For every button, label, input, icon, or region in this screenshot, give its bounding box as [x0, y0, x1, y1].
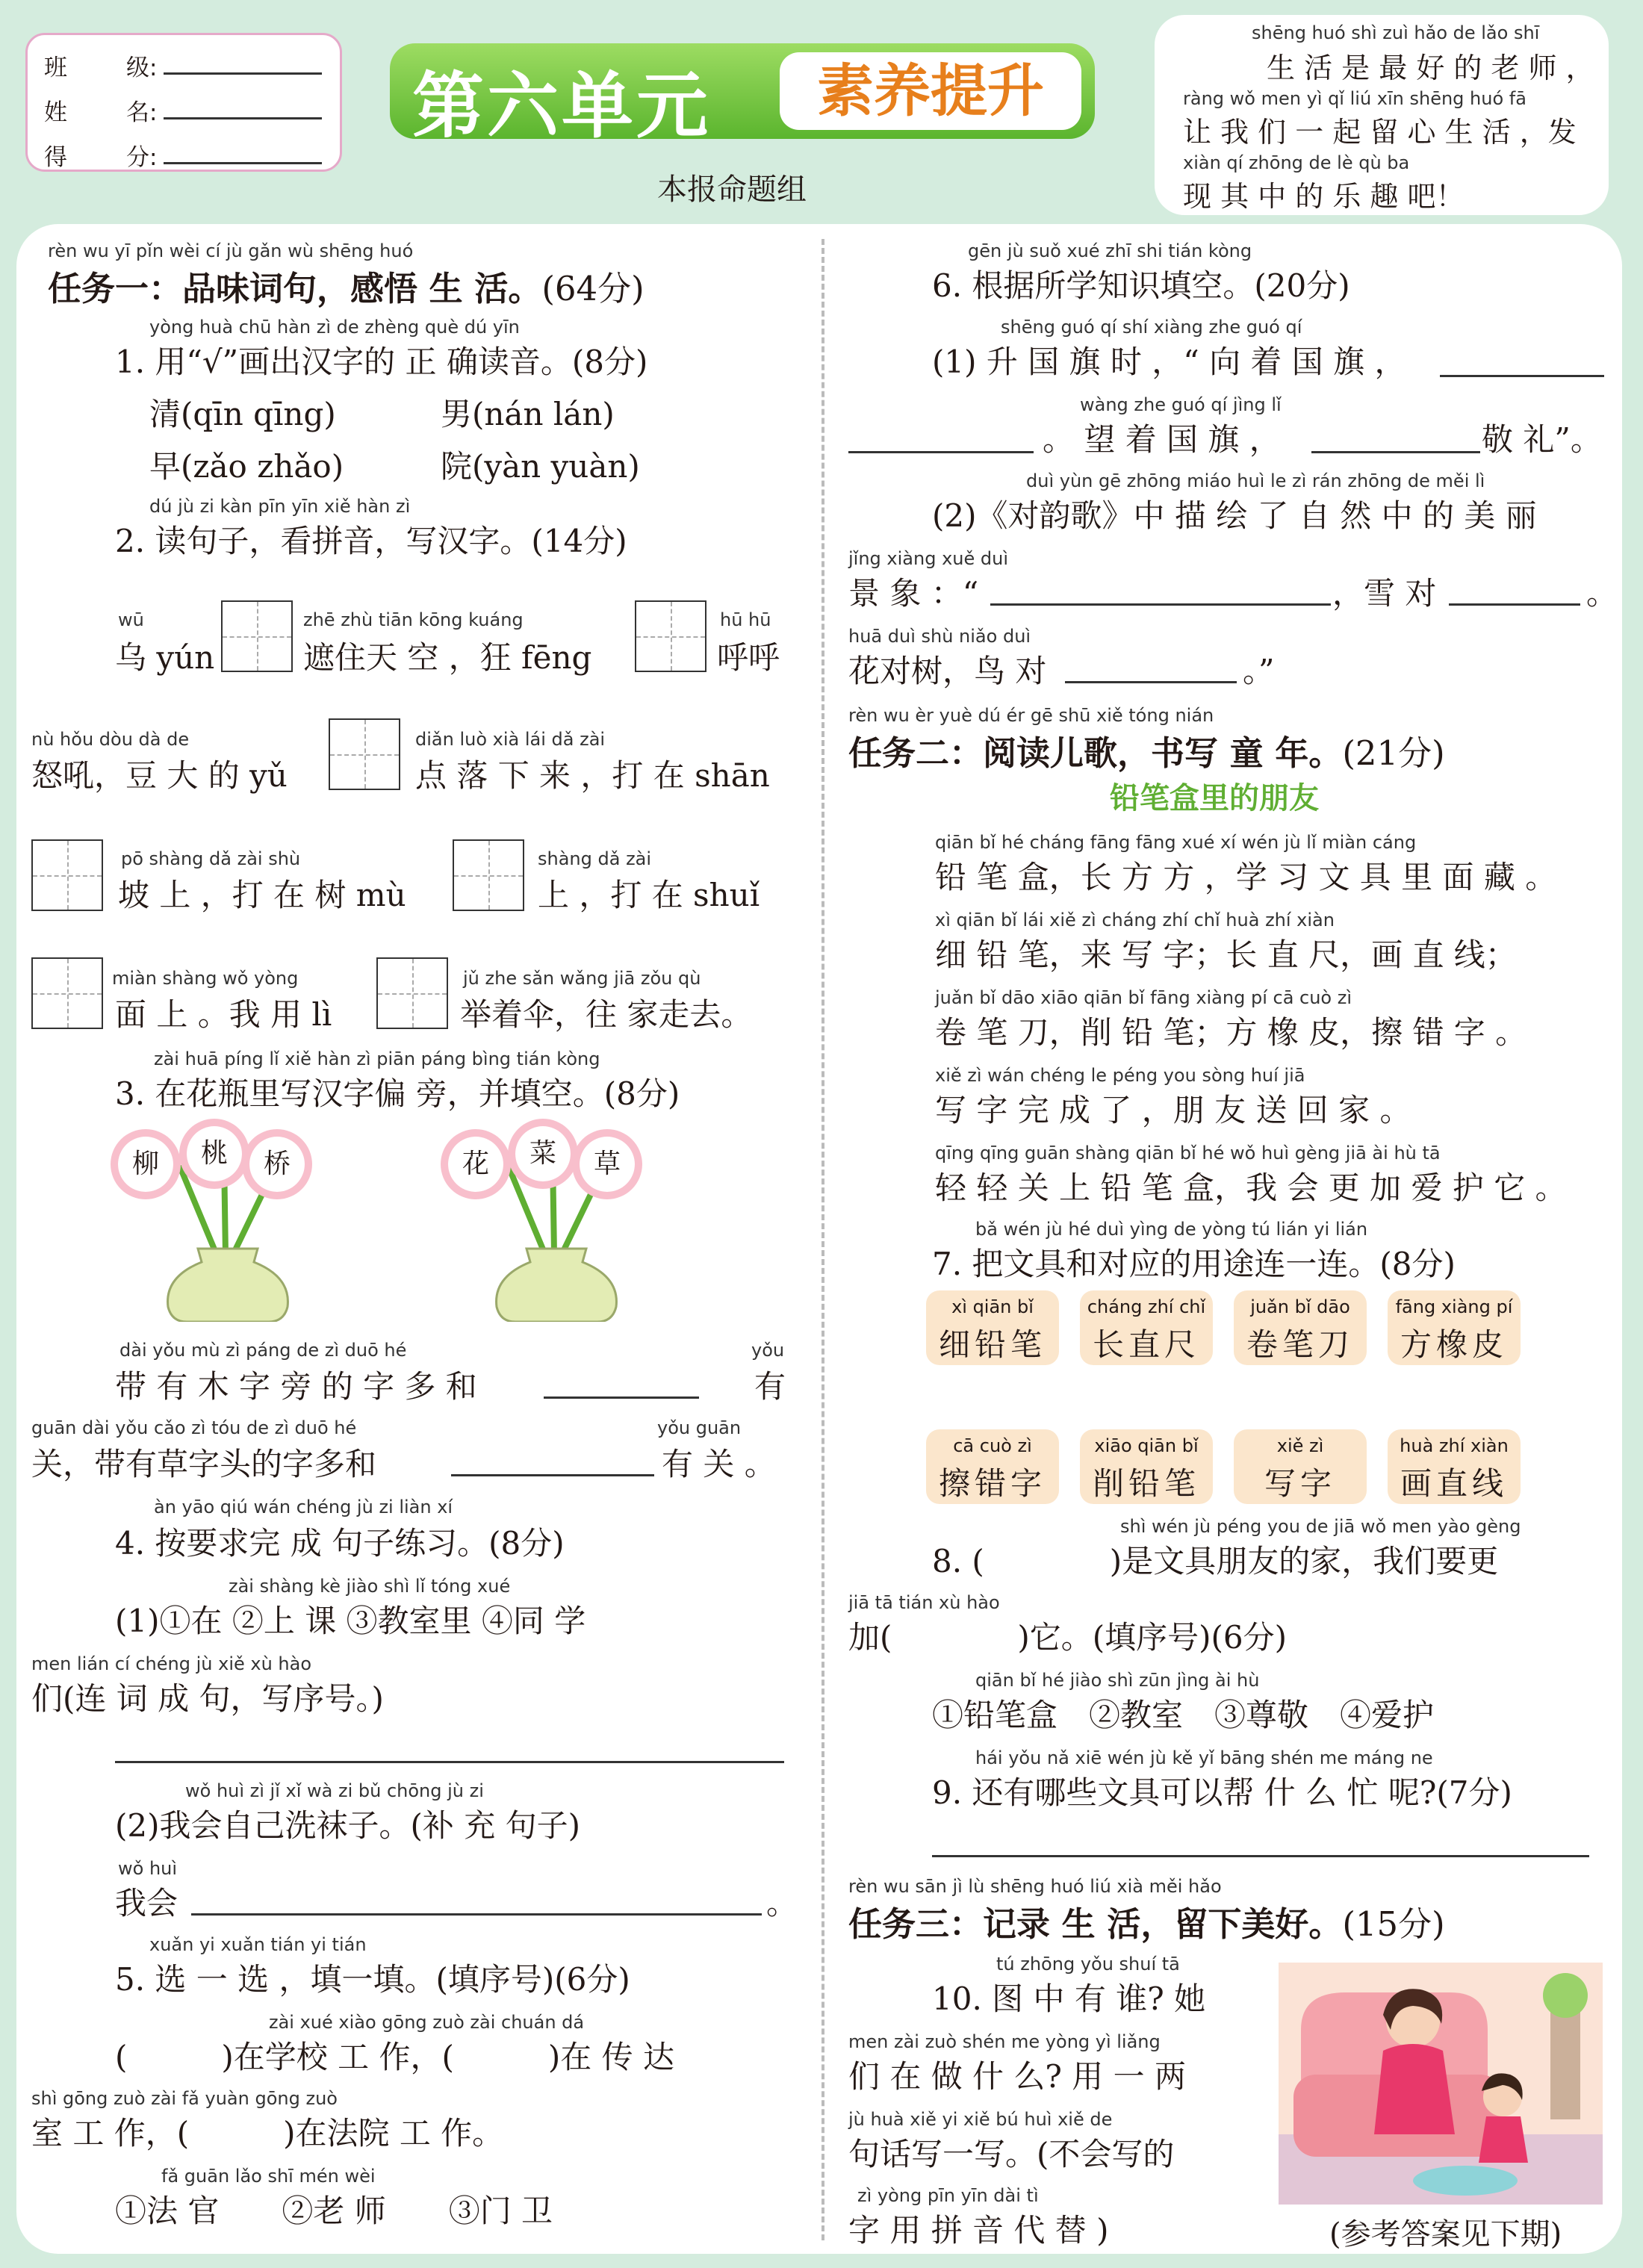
flower: 桥	[249, 1137, 305, 1192]
q8-prompt: 8. ( )是文具朋友的家，我们要更	[932, 1543, 1499, 1579]
q2-write-box[interactable]	[635, 600, 706, 672]
q6-answer-blank[interactable]	[990, 603, 1331, 606]
poem-line: 铅 笔 盒，长 方 方 ，学 习 文 具 里 面 藏 。	[935, 859, 1557, 895]
q2-write-box[interactable]	[376, 957, 448, 1029]
q9-prompt: 9. 还有哪些文具可以帮 什 么 忙 呢?(7分)	[932, 1774, 1512, 1811]
poem-line: 写 字 完 成 了 ，朋 友 送 回 家 。	[935, 1092, 1411, 1128]
flower: 菜	[515, 1126, 571, 1181]
q3-answer-blank[interactable]	[451, 1474, 654, 1476]
student-info-box: 班 级: 姓 名: 得 分:	[25, 33, 342, 172]
q1-option-a[interactable]: 清(qīn qīng)	[149, 396, 336, 432]
score-field[interactable]	[164, 162, 322, 164]
q9-answer-line[interactable]	[932, 1855, 1589, 1857]
q1-prompt: 1. 用“√”画出汉字的 正 确读音。(8分)	[115, 344, 648, 380]
unit-title: 第六单元	[412, 64, 711, 148]
q1-option-c[interactable]: 早(zǎo zhǎo)	[149, 448, 344, 485]
q7-item[interactable]: cháng zhí chǐ 长直尺	[1080, 1290, 1213, 1365]
q2-write-box[interactable]	[31, 839, 103, 911]
q2-write-box[interactable]	[221, 600, 293, 672]
quote-box: shēng huó shì zuì hǎo de lǎo shī 生 活 是 最 好 的 老 师 ， ràng wǒ men yì qǐ liú xīn shēng huó fā 让 我 们 一 起 留 心 生 活 ，发 xiàn qí zhōng de lè qù ba 现 其 中 的 乐 趣 吧！	[1155, 15, 1609, 215]
q6-answer-blank[interactable]	[1449, 603, 1580, 606]
q7-use[interactable]: huà zhí xiàn 画直线	[1388, 1429, 1521, 1504]
q7-item[interactable]: juǎn bǐ dāo 卷笔刀	[1234, 1290, 1367, 1365]
q7-item[interactable]: fāng xiàng pí 方橡皮	[1388, 1290, 1521, 1365]
q1-option-d[interactable]: 院(yàn yuàn)	[441, 448, 640, 485]
q6-answer-blank[interactable]	[1311, 451, 1480, 453]
q6-answer-blank[interactable]	[1440, 375, 1604, 377]
poem-line: 轻 轻 关 上 铅 笔 盒，我 会 更 加 爱 护 它 。	[935, 1169, 1567, 1206]
flower: 花	[448, 1137, 503, 1192]
q4-prompt: 4. 按要求完 成 句子练习。(8分)	[115, 1525, 565, 1562]
q7-item[interactable]: xì qiān bǐ 细铅笔	[926, 1290, 1059, 1365]
poem-line: 卷 笔 刀，削 铅 笔；方 橡 皮，擦 错 字 。	[935, 1014, 1527, 1051]
q2-write-box[interactable]	[453, 839, 524, 911]
mother-daughter-illustration	[1279, 1963, 1603, 2205]
name-field[interactable]	[164, 117, 322, 119]
class-field[interactable]	[164, 72, 322, 75]
q2-prompt: 2. 读句子，看拼音，写汉字。(14分)	[115, 523, 627, 559]
q7-use[interactable]: xiāo qiān bǐ 削铅笔	[1080, 1429, 1213, 1504]
q2-write-box[interactable]	[31, 957, 103, 1029]
q7-use[interactable]: cā cuò zì 擦错字	[926, 1429, 1059, 1504]
footer-note: (参考答案见下期)	[1329, 2217, 1562, 2252]
q4-answer-line[interactable]	[115, 1761, 784, 1763]
editor-group: 本报命题组	[657, 173, 807, 207]
task2-heading: 任务二：阅读儿歌，书写 童 年。(21分)	[848, 733, 1445, 773]
q5-prompt: 5. 选 一 选 ，填一填。(填序号)(6分)	[115, 1961, 630, 1998]
poem-line: 细 铅 笔，来 写 字；长 直 尺，画 直 线；	[935, 936, 1517, 973]
q10-prompt: 10. 图 中 有 谁? 她	[932, 1980, 1206, 2017]
column-divider	[822, 239, 824, 2240]
q2-write-box[interactable]	[329, 718, 400, 790]
q4-answer-blank[interactable]	[191, 1913, 762, 1916]
q6-prompt: 6. 根据所学知识填空。(20分)	[932, 267, 1350, 304]
q7-use[interactable]: xiě zì 写字	[1234, 1429, 1367, 1504]
unit-subtitle: 素养提升	[780, 52, 1081, 130]
q7-prompt: 7. 把文具和对应的用途连一连。(8分)	[932, 1246, 1456, 1282]
task1-heading: 任务一：品味词句，感悟 生 活。(64分)	[48, 269, 645, 308]
task3-heading: 任务三：记录 生 活，留下美好。(15分)	[848, 1904, 1445, 1944]
flower: 桃	[187, 1126, 242, 1181]
poem-title: 铅笔盒里的朋友	[1110, 781, 1319, 815]
flower: 草	[580, 1137, 635, 1192]
q3-answer-blank[interactable]	[544, 1396, 699, 1399]
q3-prompt: 3. 在花瓶里写汉字偏 旁，并填空。(8分)	[115, 1075, 680, 1112]
q1-option-b[interactable]: 男(nán lán)	[441, 396, 615, 432]
q6-answer-blank[interactable]	[848, 451, 1034, 453]
flower: 柳	[118, 1137, 173, 1192]
q6-answer-blank[interactable]	[1065, 681, 1237, 683]
unit-title-banner	[390, 43, 1095, 148]
